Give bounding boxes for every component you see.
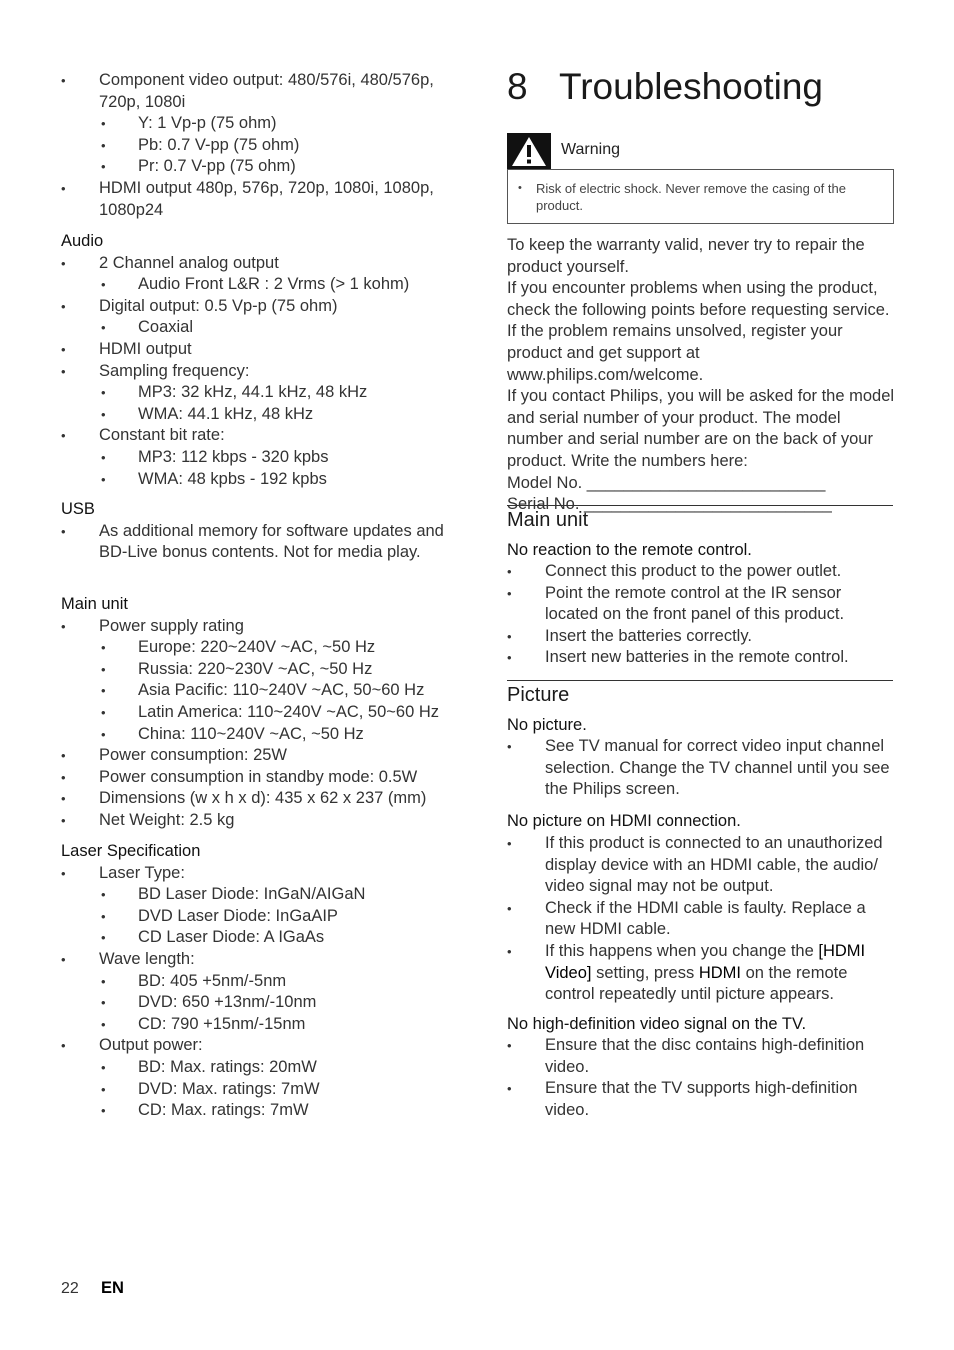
problem-no-remote: No reaction to the remote control. [507,541,752,559]
list-item: • Wave length: [61,949,453,971]
sub-list-item: • DVD: 650 +13nm/-10nm [61,992,453,1014]
laser-spec-list [61,863,453,1122]
list-item: • Laser Type: [61,863,453,885]
list-item: • Power consumption: 25W [61,745,453,767]
sub-list-item: • CD: Max. ratings: 7mW [61,1100,453,1122]
list-item: • Component video output: 480/576i, 480/576p, 720p, 1080i [61,70,453,113]
warning-icon [507,133,551,169]
sub-list-item: • CD: 790 +15nm/-15nm [61,1014,453,1036]
list-item: • Insert new batteries in the remote control. [507,647,895,669]
list-item: • 2 Channel analog output [61,253,453,275]
list-item: • As additional memory for software updates and BD-Live bonus contents. Not for media play. [61,521,453,564]
list-item: • Digital output: 0.5 Vp-p (75 ohm) [61,296,453,318]
intro-text: To keep the warranty valid, never try to repair the product yourself. If you encounter problems when using the product, check the following points before requesting service. If the problem remains unsolved, register your product and get support at www.philips.com/welcome. If you contact Philips, you will be asked for the model and serial number of your product. The model number and serial number are on the back of your product. Write the numbers here: Model No. __________________________ Serial No. ___________________________ [507,236,895,514]
divider-picture [507,680,893,681]
list-item: • HDMI output 480p, 576p, 720p, 1080i, 1080p, 1080p24 [61,178,453,221]
chapter-title [507,64,823,110]
divider-main-unit [507,505,893,506]
picture-heading: Picture [507,684,570,706]
usb-spec-list [61,521,453,564]
no-hd-solution-list [507,1035,895,1121]
main-unit-spec-section [61,594,453,832]
sub-list-item: • Pr: 0.7 V-pp (75 ohm) [61,156,453,178]
sub-list-item: • WMA: 44.1 kHz, 48 kHz [61,404,453,426]
main-unit-solution-list [507,561,895,669]
list-item: • Connect this product to the power outlet. [507,561,895,583]
list-item: • Insert the batteries correctly. [507,626,895,648]
no-picture-solution-list [507,736,895,801]
audio-heading: Audio [61,232,104,250]
list-item: • Constant bit rate: [61,425,453,447]
text-fragment: on the remote control repeatedly until picture appears. [545,963,848,1004]
audio-spec-list [61,253,453,491]
sub-list-item: • China: 110~240V ~AC, ~50 Hz [61,724,453,746]
problem-no-hd-signal: No high-definition video signal on the TV. [507,1015,807,1033]
list-item: • Output power: [61,1035,453,1057]
list-item: • See TV manual for correct video input channel selection. Change the TV channel until you see the Philips screen. [507,736,895,801]
list-item: • Dimensions (w x h x d): 435 x 62 x 237 (mm) [61,788,453,810]
sub-list-item: • DVD: Max. ratings: 7mW [61,1079,453,1101]
list-item: • Net Weight: 2.5 kg [61,810,453,832]
list-item: • Power supply rating [61,616,453,638]
hdmi-video-setting-label: [HDMI Video] [545,941,866,982]
warning-header [507,133,894,169]
main-unit-spec-heading: Main unit [61,595,128,613]
sub-list-item: • MP3: 32 kHz, 44.1 kHz, 48 kHz [61,382,453,404]
sub-list-item: • Coaxial [61,317,453,339]
sub-list-item: • Russia: 220~230V ~AC, ~50 Hz [61,659,453,681]
sub-list-item: • CD Laser Diode: A IGaAs [61,927,453,949]
warning-box [507,169,894,224]
problem-no-picture: No picture. [507,716,587,734]
usb-section [61,499,453,564]
sub-list-item: • Asia Pacific: 110~240V ~AC, 50~60 Hz [61,680,453,702]
sub-list-item: • Audio Front L&R : 2 Vrms (> 1 kohm) [61,274,453,296]
main-unit-spec-list [61,616,453,832]
warning-label: Warning [561,141,620,158]
page-number: 22 [61,1280,79,1297]
sub-list-item: • BD: 405 +5nm/-5nm [61,971,453,993]
sub-list-item: • Pb: 0.7 V-pp (75 ohm) [61,135,453,157]
sub-list-item: • Y: 1 Vp-p (75 ohm) [61,113,453,135]
list-item: • HDMI output [61,339,453,361]
sub-list-item: • BD Laser Diode: InGaN/AIGaN [61,884,453,906]
list-item: • Power consumption in standby mode: 0.5W [61,767,453,789]
laser-heading: Laser Specification [61,842,201,860]
list-item [507,941,895,1006]
sub-list-item: • DVD Laser Diode: InGaAIP [61,906,453,928]
hdmi-button-label: HDMI [698,963,741,982]
warning-text: • Risk of electric shock. Never remove the casing of the product. [518,180,891,215]
audio-section [61,231,453,490]
chapter-number: 8 [507,66,528,107]
language-code: EN [101,1279,124,1297]
sub-list-item: • Europe: 220~240V ~AC, ~50 Hz [61,637,453,659]
text-fragment: If this happens when you change the [545,941,819,960]
chapter-title-text: Troubleshooting [559,66,823,107]
usb-heading: USB [61,500,95,518]
list-item: • Check if the HDMI cable is faulty. Replace a new HDMI cable. [507,898,895,941]
sub-list-item: • Latin America: 110~240V ~AC, 50~60 Hz [61,702,453,724]
sub-list-item: • BD: Max. ratings: 20mW [61,1057,453,1079]
sub-list-item: • WMA: 48 kpbs - 192 kpbs [61,469,453,491]
list-item: • Ensure that the disc contains high-definition video. [507,1035,895,1078]
main-unit-heading: Main unit [507,509,589,531]
sub-list-item: • MP3: 112 kbps - 320 kpbs [61,447,453,469]
list-item: • Ensure that the TV supports high-definition video. [507,1078,895,1121]
list-item: • Sampling frequency: [61,361,453,383]
video-spec-list [61,70,453,221]
list-item: • If this product is connected to an unauthorized display device with an HDMI cable, the audio/ video signal may not be output. [507,833,895,898]
list-item: • Point the remote control at the IR sensor located on the front panel of this product. [507,583,895,626]
no-hdmi-solution-list [507,833,895,1006]
problem-no-hdmi-picture: No picture on HDMI connection. [507,812,741,830]
text-fragment: setting, press [591,963,699,982]
laser-section [61,841,453,1122]
